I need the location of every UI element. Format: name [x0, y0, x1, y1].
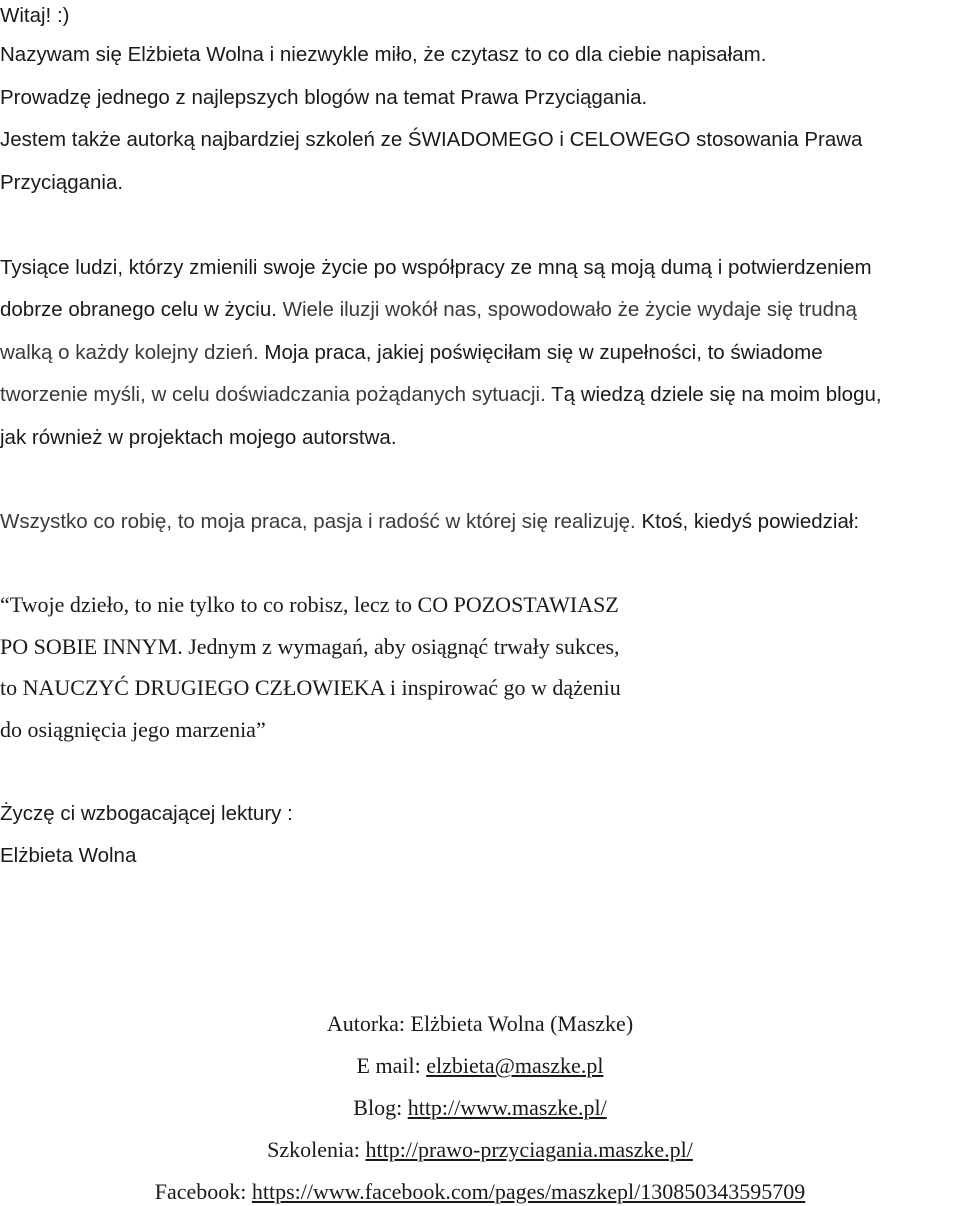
para3-a: Wszystko co robię, to moja praca, pasja i radość w której się realizuję.	[0, 510, 636, 533]
blog-link[interactable]: http://www.maszke.pl/	[407, 1095, 607, 1120]
para3-b: Ktoś, kiedyś powiedział:	[635, 510, 860, 533]
contact-email-label: E mail:	[356, 1053, 427, 1078]
intro-line-4: Przyciągania.	[0, 171, 124, 194]
para2-line-3	[0, 339, 823, 367]
quote-line-1: “Twoje dzieło, to nie tylko to co robisz, lecz to CO POZOSTAWIASZ	[0, 592, 619, 617]
para2-line-1: Tysiące ludzi, którzy zmienili swoje życie po współpracy ze mną są moją dumą i potwierdzeniem	[0, 256, 872, 279]
para2-line-4b: Tą wiedzą dziele się na moim blogu,	[545, 383, 882, 406]
greeting: Witaj! :)	[0, 4, 70, 27]
para2-line-4a: tworzenie myśli, w celu doświadczania pożądanych sytuacji.	[0, 383, 546, 406]
contact-blog-line	[0, 1094, 960, 1122]
quote-line-3: to NAUCZYĆ DRUGIEGO CZŁOWIEKA i inspirować go w dążeniu	[0, 675, 621, 700]
para2-line-2b: Wiele iluzji wokół nas, spowodowało że życie wydaje się trudną	[276, 298, 857, 321]
para3-line	[0, 508, 859, 536]
training-link[interactable]: http://prawo-przyciagania.maszke.pl/	[365, 1137, 693, 1162]
contact-training-line	[0, 1136, 960, 1164]
para2-line-4	[0, 381, 882, 409]
intro-line-3: Jestem także autorką najbardziej szkoleń ze ŚWIADOMEGO i CELOWEGO stosowania Prawa	[0, 128, 863, 151]
closing-wish: Życzę ci wzbogacającej lektury :	[0, 802, 293, 825]
intro-line-2: Prowadzę jednego z najlepszych blogów na temat Prawa Przyciągania.	[0, 86, 648, 109]
para2-line-2	[0, 296, 857, 324]
contact-email-line	[0, 1052, 960, 1080]
closing-signature: Elżbieta Wolna	[0, 844, 137, 867]
contact-facebook-line	[0, 1178, 960, 1206]
para2-line-5: jak również w projektach mojego autorstwa.	[0, 426, 397, 449]
email-link[interactable]: elzbieta@maszke.pl	[426, 1053, 604, 1078]
contact-blog-label: Blog:	[353, 1095, 408, 1120]
para2-line-2a: dobrze obranego celu w życiu.	[0, 298, 277, 321]
contact-facebook-label: Facebook:	[154, 1179, 252, 1204]
quote-line-4: do osiągnięcia jego marzenia”	[0, 717, 266, 742]
para2-line-3b: Moja praca, jakiej poświęciłam się w zupełności, to świadome	[258, 341, 823, 364]
facebook-link[interactable]: https://www.facebook.com/pages/maszkepl/130850343595709	[251, 1179, 806, 1204]
intro-line-1: Nazywam się Elżbieta Wolna i niezwykle miło, że czytasz to co dla ciebie napisałam.	[0, 43, 767, 66]
contact-author: Autorka: Elżbieta Wolna (Maszke)	[326, 1011, 634, 1036]
contact-training-label: Szkolenia:	[267, 1137, 366, 1162]
quote-line-2: PO SOBIE INNYM. Jednym z wymagań, aby osiągnąć trwały sukces,	[0, 634, 620, 659]
para2-line-3a: walką o każdy kolejny dzień.	[0, 341, 259, 364]
